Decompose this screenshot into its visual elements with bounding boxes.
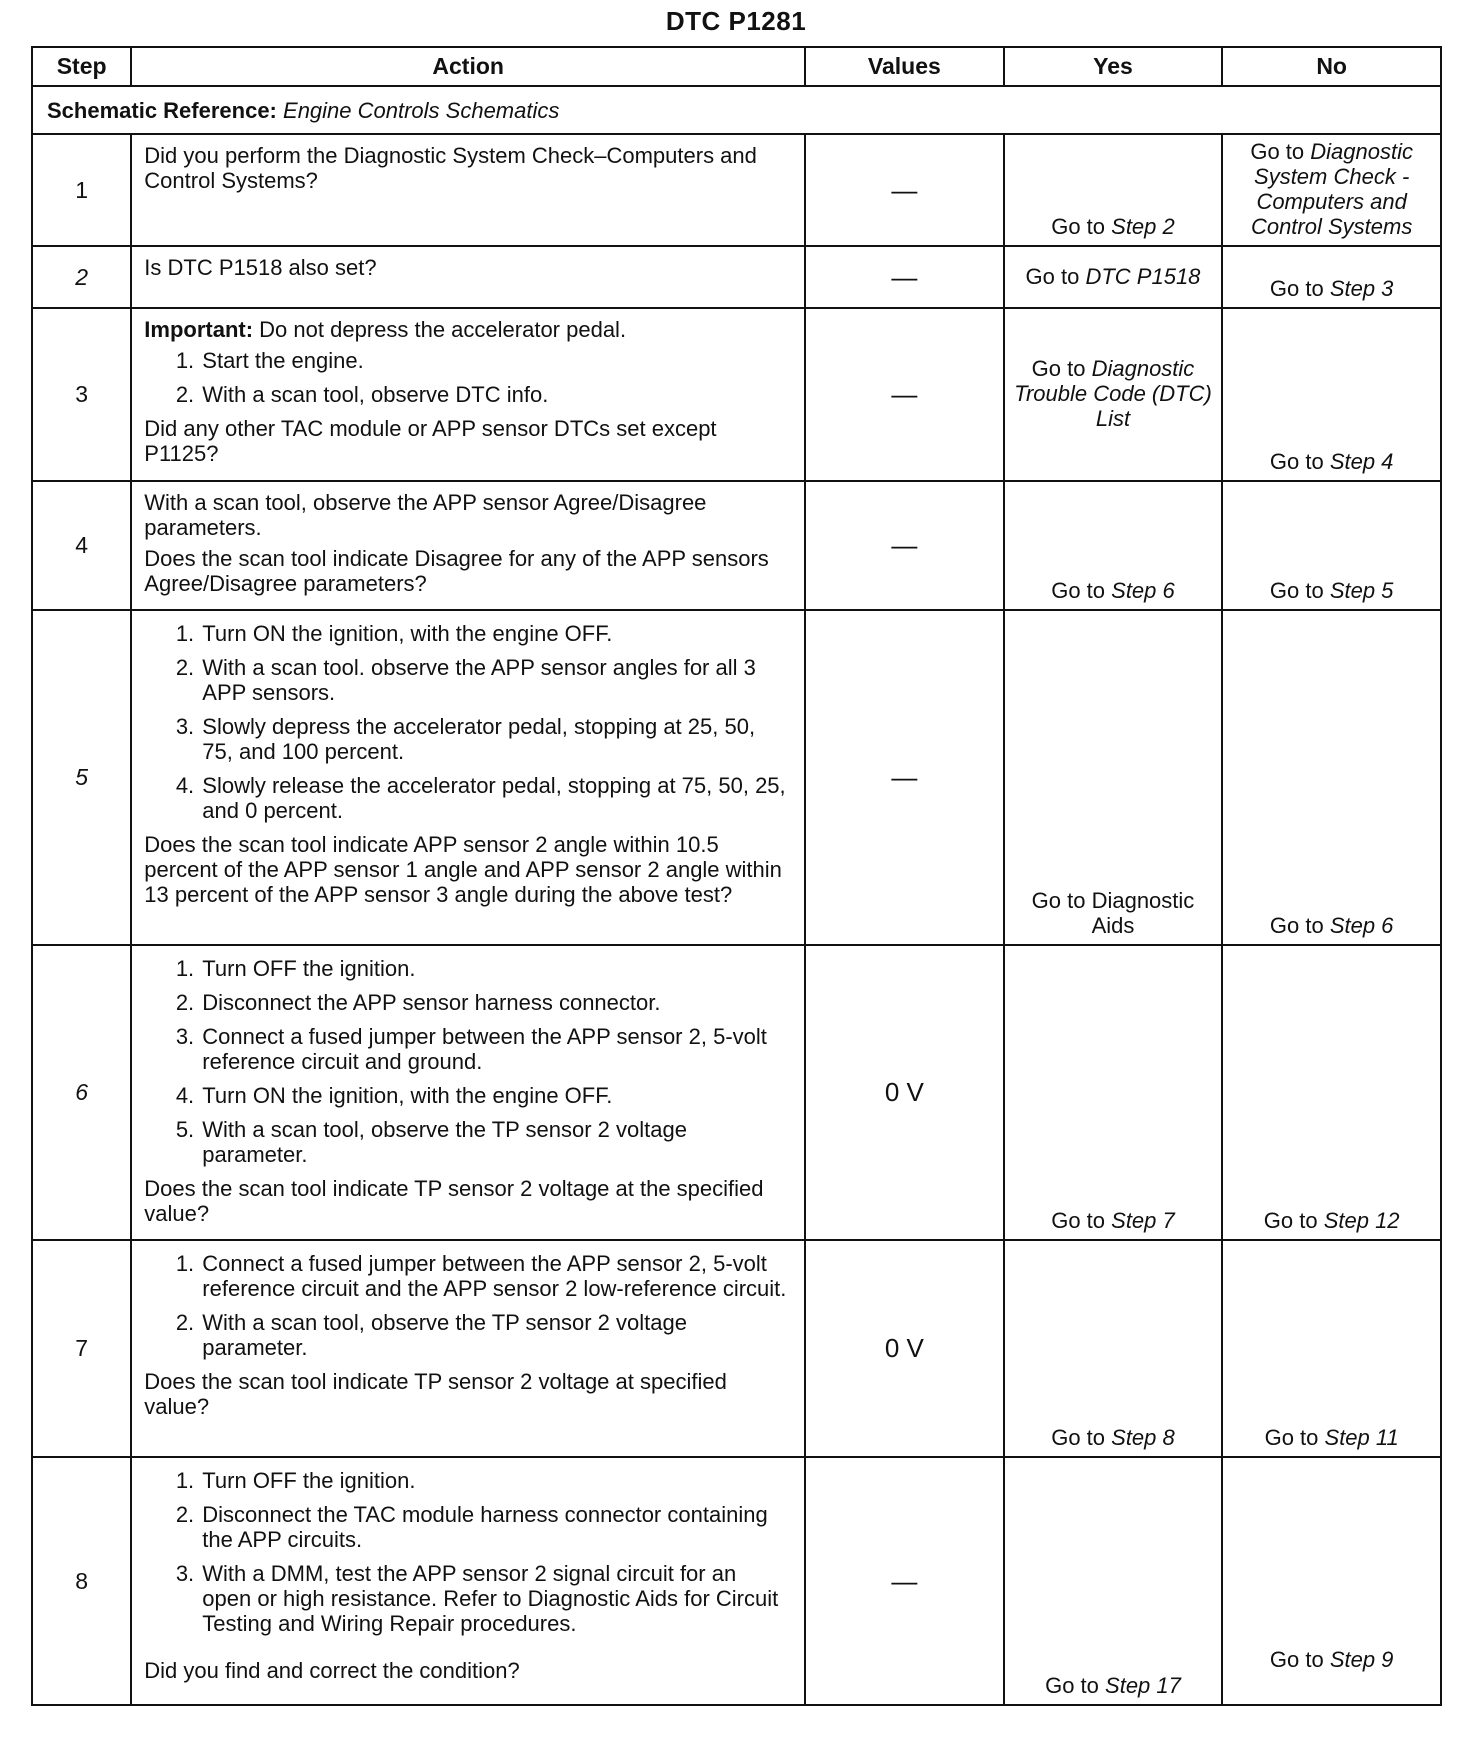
no-cell: [1222, 1457, 1441, 1705]
action-cell: [131, 610, 805, 945]
no-prefix: Go to: [1269, 578, 1324, 603]
question-text: Does the scan tool indicate TP sensor 2 voltage at the specified value?: [144, 1176, 764, 1226]
table-row: [32, 481, 1441, 610]
yes-prefix: Go to: [1051, 1208, 1106, 1233]
schematic-reference-label: Schematic Reference:: [47, 97, 277, 123]
header-yes: Yes: [1004, 47, 1223, 86]
no-reference: Step 9: [1329, 1647, 1394, 1672]
step-number: 1: [32, 134, 131, 246]
yes-prefix: Go to: [1051, 578, 1106, 603]
action-cell: [131, 1240, 805, 1457]
yes-prefix: Go to: [1051, 214, 1106, 239]
value-cell: 0 V: [805, 1240, 1004, 1457]
action-cell: [131, 246, 805, 308]
yes-cell: [1004, 945, 1223, 1240]
action-cell: [131, 308, 805, 481]
schematic-reference: [32, 86, 1441, 134]
no-cell: [1222, 246, 1441, 308]
schematic-reference-value: Engine Controls Schematics: [283, 97, 560, 123]
action-cell: [131, 945, 805, 1240]
action-list: [144, 348, 790, 407]
action-list: [144, 621, 790, 823]
value-cell: —: [805, 246, 1004, 308]
table-header-row: [32, 47, 1441, 86]
list-item: 1. Turn ON the ignition, with the engine OFF.: [200, 621, 790, 646]
no-prefix: Go to: [1269, 276, 1324, 301]
important-note: [144, 317, 790, 342]
table-row: [32, 945, 1441, 1240]
important-text: Do not depress the accelerator pedal.: [259, 317, 627, 342]
yes-reference: Step 17: [1105, 1673, 1181, 1698]
action-list: [144, 956, 790, 1167]
no-prefix: Go to: [1269, 449, 1324, 474]
step-number: 5: [32, 610, 131, 945]
action-cell: [131, 481, 805, 610]
action-cell: [131, 1457, 805, 1705]
yes-cell: [1004, 1457, 1223, 1705]
question-text: Did you perform the Diagnostic System Check–Computers and Control Systems?: [144, 143, 757, 193]
yes-cell: [1004, 308, 1223, 481]
list-item: 1. Connect a fused jumper between the APP sensor 2, 5-volt reference circuit and the APP sensor 2 low-reference circuit.: [200, 1251, 790, 1301]
table-row: [32, 1240, 1441, 1457]
yes-reference: Step 6: [1111, 578, 1175, 603]
schematic-reference-row: [32, 86, 1441, 134]
yes-cell: [1004, 481, 1223, 610]
no-prefix: Go to: [1250, 139, 1305, 164]
yes-text: Go to Diagnostic Aids: [1031, 888, 1195, 938]
list-item: 2. With a scan tool, observe DTC info.: [200, 382, 790, 407]
table-row: [32, 610, 1441, 945]
no-reference: Step 6: [1329, 913, 1394, 938]
intro-text: With a scan tool, observe the APP sensor Agree/Disagree parameters.: [144, 490, 707, 540]
no-reference: Step 12: [1323, 1208, 1400, 1233]
list-item: 2. With a scan tool, observe the TP sensor 2 voltage parameter.: [200, 1310, 790, 1360]
list-item: 5. With a scan tool, observe the TP sensor 2 voltage parameter.: [200, 1117, 790, 1167]
list-item: 2. Disconnect the TAC module harness connector containing the APP circuits.: [200, 1502, 790, 1552]
yes-cell: [1004, 246, 1223, 308]
no-prefix: Go to: [1263, 1208, 1318, 1233]
no-cell: [1222, 481, 1441, 610]
list-item: 2. With a scan tool. observe the APP sensor angles for all 3 APP sensors.: [200, 655, 790, 705]
list-item: 1. Turn OFF the ignition.: [200, 1468, 790, 1493]
no-cell: [1222, 610, 1441, 945]
no-reference: Step 3: [1329, 276, 1394, 301]
no-reference: Step 11: [1324, 1425, 1399, 1450]
list-item: 3. Connect a fused jumper between the APP sensor 2, 5-volt reference circuit and ground.: [200, 1024, 790, 1074]
no-cell: [1222, 134, 1441, 246]
no-cell: [1222, 1240, 1441, 1457]
yes-prefix: Go to: [1031, 356, 1086, 381]
yes-cell: [1004, 1240, 1223, 1457]
yes-prefix: Go to: [1045, 1673, 1099, 1698]
list-item: 3. Slowly depress the accelerator pedal, stopping at 25, 50, 75, and 100 percent.: [200, 714, 790, 764]
action-cell: [131, 134, 805, 246]
table-row: [32, 1457, 1441, 1705]
header-values: Values: [805, 47, 1004, 86]
question-text: Is DTC P1518 also set?: [144, 255, 377, 280]
table-row: [32, 308, 1441, 481]
step-number: 4: [32, 481, 131, 610]
question-text: Did you find and correct the condition?: [144, 1658, 520, 1683]
value-cell: —: [805, 481, 1004, 610]
no-prefix: Go to: [1269, 913, 1324, 938]
page-title: DTC P1281: [665, 6, 807, 36]
action-list: [144, 1468, 790, 1636]
step-number: 3: [32, 308, 131, 481]
table-row: [32, 134, 1441, 246]
table-row: [32, 246, 1441, 308]
yes-cell: [1004, 610, 1223, 945]
list-item: 4. Slowly release the accelerator pedal, stopping at 75, 50, 25, and 0 percent.: [200, 773, 790, 823]
list-item: 1. Turn OFF the ignition.: [200, 956, 790, 981]
no-prefix: Go to: [1264, 1425, 1319, 1450]
value-cell: —: [805, 1457, 1004, 1705]
question-text: Does the scan tool indicate APP sensor 2 angle within 10.5 percent of the APP sensor 1 angle and APP sensor 2 angle within 13 percent of the APP sensor 3 angle during the above test?: [144, 832, 782, 907]
no-cell: [1222, 308, 1441, 481]
header-action: Action: [131, 47, 805, 86]
yes-cell: [1004, 134, 1223, 246]
yes-prefix: Go to: [1025, 263, 1080, 289]
no-reference: Step 4: [1329, 449, 1394, 474]
header-step: Step: [32, 47, 131, 86]
yes-reference: Step 7: [1111, 1208, 1175, 1233]
header-no: No: [1222, 47, 1441, 86]
no-cell: [1222, 945, 1441, 1240]
list-item: 3. With a DMM, test the APP sensor 2 signal circuit for an open or high resistance. Refer to Diagnostic Aids for Circuit Testing and Wiring Repair procedures.: [200, 1561, 790, 1636]
question-text: Does the scan tool indicate TP sensor 2 voltage at specified value?: [144, 1369, 727, 1419]
no-reference: Diagnostic System Check - Computers and Control Systems: [1250, 139, 1413, 239]
question-text: Did any other TAC module or APP sensor DTCs set except P1125?: [144, 416, 717, 466]
step-number: 7: [32, 1240, 131, 1457]
value-cell: —: [805, 134, 1004, 246]
list-item: 1. Start the engine.: [200, 348, 790, 373]
yes-reference: Diagnostic Trouble Code (DTC) List: [1014, 356, 1212, 431]
list-item: 2. Disconnect the APP sensor harness connector.: [200, 990, 790, 1015]
diagnostic-table: [31, 46, 1442, 1706]
no-prefix: Go to: [1269, 1647, 1324, 1672]
list-item: 4. Turn ON the ignition, with the engine OFF.: [200, 1083, 790, 1108]
no-reference: Step 5: [1329, 578, 1394, 603]
yes-reference: Step 2: [1111, 214, 1175, 239]
action-list: [144, 1251, 790, 1360]
yes-reference: DTC P1518: [1085, 263, 1201, 289]
important-label: Important:: [144, 317, 254, 342]
yes-reference: Step 8: [1111, 1425, 1175, 1450]
step-number: 6: [32, 945, 131, 1240]
yes-prefix: Go to: [1051, 1425, 1106, 1450]
step-number: 2: [32, 246, 131, 308]
value-cell: —: [805, 308, 1004, 481]
value-cell: —: [805, 610, 1004, 945]
question-text: Does the scan tool indicate Disagree for any of the APP sensors Agree/Disagree parameters?: [144, 546, 769, 596]
step-number: 8: [32, 1457, 131, 1705]
value-cell: 0 V: [805, 945, 1004, 1240]
